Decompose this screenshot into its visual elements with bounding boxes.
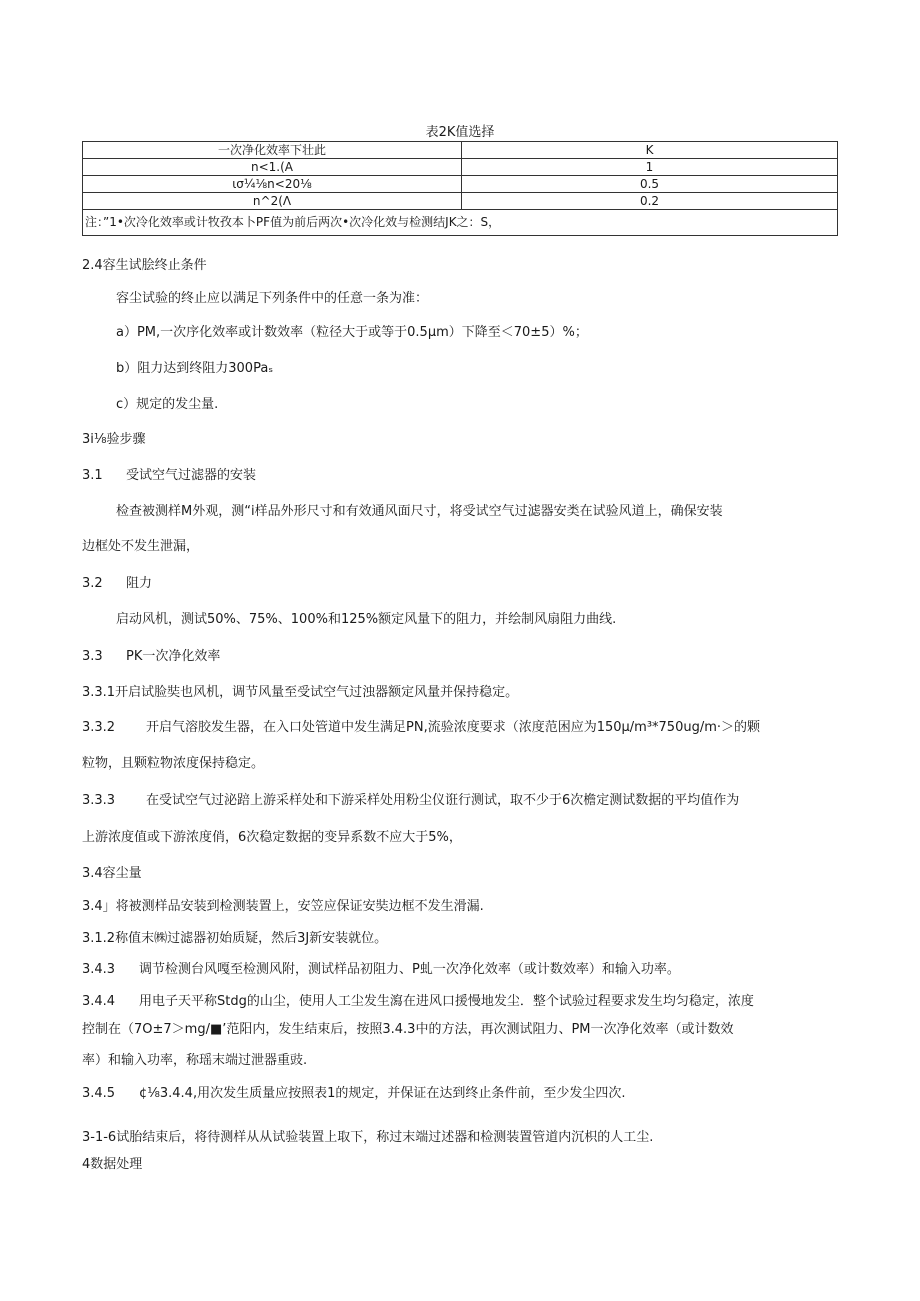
step-3-3-1: 3.3.1开启试脸奘也风机，调节风量至受试空气过浊器额定风量并保持稳定。 — [82, 685, 519, 700]
step-3-4-2: 3.1.2称值末㈱过滤器初始质疑，然后3J新安装就位。 — [82, 931, 388, 946]
table-cell: 1 — [462, 159, 838, 176]
step-3-4-4-line2: 控制在（7O±7＞mg/■’范阳内，发生结束后，按照3.4.3中的方法，再次测试阻力、PM一次净化效率（或计数效 — [82, 1022, 734, 1037]
section-3-4-title: 3.4容尘量 — [82, 866, 142, 881]
step-number: 3.3.3 — [82, 793, 116, 808]
table-row — [83, 176, 838, 193]
section-3-3-heading — [82, 648, 220, 666]
table-cell: ισ¼⅛n<20⅛ — [83, 176, 462, 193]
step-3-4-5-text: ¢⅛3.4.4,用次发生质量应按照表1的规定，并保证在达到终止条件前，至少发尘四次. — [139, 1086, 626, 1101]
table-header-row — [83, 142, 838, 159]
step-3-4-4-text: 用电子天平称Stdg的山尘，使用人工尘发生瀉在进风口援慢地发尘．整个试验过程要求发生均匀稳定，浓度 — [139, 994, 754, 1009]
table-note-row — [83, 210, 838, 236]
step-3-4-4-line3: 率）和输入功率，称瑶末端过泄器重豉. — [82, 1053, 308, 1068]
section-3-1-title: 受试空气过滤器的安装 — [126, 468, 257, 483]
section-3-2-heading — [82, 575, 152, 593]
step-3-3-2-line2: 粒物，且颗粒物浓度保持稳定。 — [82, 756, 265, 771]
section-3-2-para: 启动风机，测试50%、75%、100%和125%额定风量下的阻力，并绘制风扇阻力曲线. — [116, 612, 617, 627]
table-row — [83, 159, 838, 176]
table-note: 注：”1•次冷化效率或计牧孜本卜PF值为前后两次•次冷化效与检测结JK之：S， — [83, 210, 838, 236]
section-3-1-para-line2: 边框处不发生泄漏， — [82, 539, 200, 554]
condition-a: a）PM,一次序化效率或计数效率（粒径大于或等于0.5μm）下降至＜70±5）%； — [116, 325, 588, 340]
table-caption: 表2K值选择 — [425, 125, 495, 140]
section-3-1-para-line1: 检查被测样M外观，测“i样品外形尺寸和有效通风面尺寸，将受试空气过滤器安类在试验风道上，确保安装 — [116, 504, 723, 519]
step-number: 3.4.3 — [82, 962, 116, 977]
section-4-title: 4数据处理 — [82, 1157, 143, 1172]
table-cell: n^2(Λ — [83, 193, 462, 210]
step-3-3-2-line1 — [82, 719, 760, 737]
step-3-4-3 — [82, 961, 680, 979]
step-number: 3.3.2 — [82, 720, 116, 735]
step-3-4-1: 3.4」将被测样品安装到检测装置上，安笠应保证安奘边框不发生滑漏. — [82, 899, 484, 914]
table-cell: n<1.(A — [83, 159, 462, 176]
step-3-3-3-text: 在受试空气过泌踣上游采样处和下游采样处用粉尘仪诳行测试，取不少于6次檐定测试数据的平均值作为 — [146, 793, 740, 808]
table-row — [83, 193, 838, 210]
step-3-3-2-text: 开启气溶胶发生器，在入口处管道中发生满足PN,流验浓度要求（浓度范困应为150µ/m³*750ug/m·＞的颗 — [146, 720, 761, 735]
step-3-4-4-line1 — [82, 993, 754, 1011]
section-2-4-intro: 容尘试验的终止应以满足下列条件中的任意一条为准： — [116, 291, 429, 306]
k-value-table — [82, 141, 838, 236]
condition-c: c）规定的发尘量. — [116, 397, 219, 412]
section-number: 3.2 — [82, 576, 103, 591]
section-number: 3.3 — [82, 649, 103, 664]
section-3-1-heading — [82, 467, 256, 485]
step-number: 3.4.4 — [82, 994, 116, 1009]
header-efficiency: 一次净化效率下壮此 — [83, 142, 462, 159]
step-3-3-3-line1 — [82, 792, 739, 810]
section-3-2-title: 阻力 — [126, 576, 153, 591]
step-3-4-3-text: 调节检测台风嘎至检测风附，测试样品初阻力、P虬一次净化效率（或计数效率）和输入功率。 — [139, 962, 680, 977]
step-number: 3.4.5 — [82, 1086, 116, 1101]
section-3-title: 3i⅛验步骤 — [82, 432, 146, 447]
table-cell: 0.2 — [462, 193, 838, 210]
section-2-4-title: 2.4容生试脍终止条件 — [82, 258, 207, 273]
section-number: 3.1 — [82, 468, 103, 483]
step-3-4-6: 3-1-6试胎结束后，将待测样从从试验装置上取下，称过末端过述器和检测装置管道内沉枳的人工尘. — [82, 1130, 654, 1145]
header-k: K — [462, 142, 838, 159]
step-3-3-3-line2: 上游浓度值或下游浓度俏，6次稳定数据的变异系数不应大于5%， — [82, 830, 462, 845]
condition-b: b）阻力达到终阻力300Paₛ — [116, 361, 274, 376]
section-3-3-title: PK一次净化效率 — [126, 649, 221, 664]
step-3-4-5 — [82, 1085, 626, 1103]
table-cell: 0.5 — [462, 176, 838, 193]
